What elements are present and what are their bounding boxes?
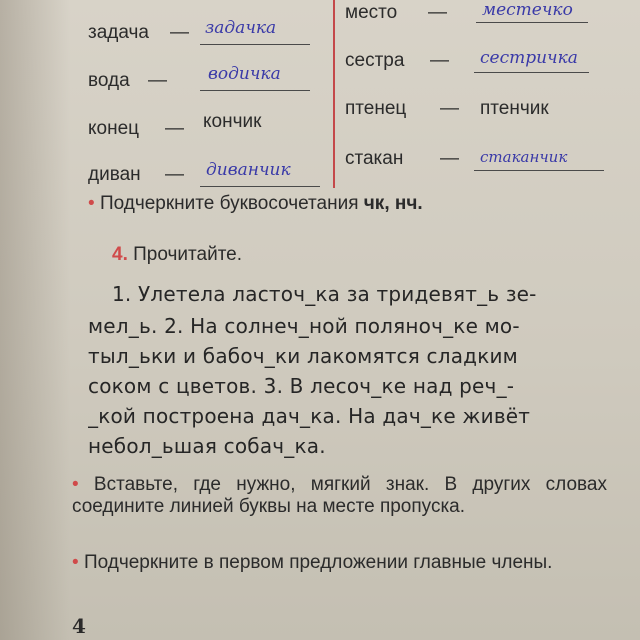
task-text-line-3: тыл_ьки и бабоч_ки лакомятся сладким (88, 344, 518, 368)
column-divider (333, 0, 335, 188)
instruction-underline (88, 193, 423, 215)
page-number: 4 (72, 614, 86, 638)
left-word-4: диван (88, 164, 141, 185)
left-answer-2: водичка (208, 64, 281, 84)
right-dash-3: — (440, 98, 459, 119)
left-answer-3: кончик (203, 111, 262, 132)
left-dash-4: — (165, 164, 184, 185)
instruction-soft-sign (72, 474, 607, 518)
right-answer-3: птенчик (480, 98, 549, 119)
left-word-2: вода (88, 70, 130, 91)
bullet-icon: • (72, 474, 79, 495)
right-word-3: птенец (345, 98, 407, 119)
right-dash-4: — (440, 148, 459, 169)
right-word-2: сестра (345, 50, 405, 71)
instruction-text: Подчеркните в первом предложении главные члены. (83, 552, 553, 573)
answer-line (476, 22, 588, 23)
right-dash-1: — (428, 2, 447, 23)
instruction-main-members (72, 552, 607, 574)
right-answer-1: местечко (482, 0, 573, 20)
right-answer-2: сестричка (480, 48, 578, 68)
instruction-text: Вставьте, где нужно, мягкий знак. В других словах соедините линией буквы на месте пропуска. (72, 474, 607, 517)
right-answer-4: стаканчик (480, 148, 568, 166)
task-title: Прочитайте. (133, 244, 243, 265)
bullet-icon: • (72, 552, 79, 573)
right-word-1: место (345, 2, 398, 23)
answer-line (200, 186, 320, 187)
bullet-icon: • (88, 193, 95, 214)
right-word-4: стакан (345, 148, 404, 169)
answer-line (474, 170, 604, 171)
combo-chk: чк, (363, 193, 390, 214)
left-dash-2: — (148, 70, 167, 91)
left-word-1: задача (88, 22, 149, 43)
task-number: 4. (112, 244, 128, 265)
page-shadow (0, 0, 70, 640)
combo-nch: нч. (394, 193, 423, 214)
instruction-text: Подчеркните буквосочетания (99, 193, 364, 214)
answer-line (200, 90, 310, 91)
task-text-line-5: _кой построена дач_ка. На дач_ке живёт (88, 404, 531, 428)
answer-line (200, 44, 310, 45)
left-answer-1: задачка (205, 18, 277, 38)
task-text-line-2: мел_ь. 2. На солнеч_ной поляноч_ке мо- (88, 314, 520, 338)
left-dash-3: — (165, 118, 184, 139)
left-answer-4: диванчик (206, 160, 291, 180)
task-header (112, 244, 242, 266)
task-text-line-6: небол_ьшая собач_ка. (88, 434, 326, 458)
answer-line (474, 72, 589, 73)
task-text-line-1: 1. Улетела ласточ_ка за тридевят_ь зе- (112, 282, 537, 306)
task-text-line-4: соком с цветов. 3. В лесоч_ке над реч_- (88, 374, 515, 398)
left-dash-1: — (170, 22, 189, 43)
right-dash-2: — (430, 50, 449, 71)
left-word-3: конец (88, 118, 140, 139)
